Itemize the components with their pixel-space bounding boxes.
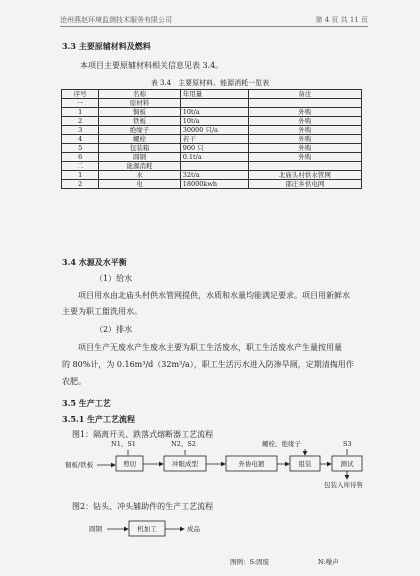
water-supply-line-2: 主要为职工盥洗用水。: [62, 307, 142, 316]
flow1-punch-emission-label: N2、S2: [171, 440, 196, 448]
cell-amount: 10t/a: [180, 108, 248, 117]
water-supply-line-1: 项目用水由北庙头村供水管网提供，水质和水量均能满足要求。项目用新鲜水: [78, 291, 350, 300]
header-company: 沧州燕赵环境监测技术服务有限公司: [60, 16, 172, 24]
cell-amount: 若干: [180, 135, 248, 144]
cell-no: 1: [62, 108, 99, 117]
cell-no: 二: [62, 162, 99, 171]
cell-no: 2: [62, 117, 99, 126]
legend-noise: N:噪声: [318, 558, 339, 566]
cell-no: 5: [62, 144, 99, 153]
drainage-line-1: 项目生产无废水产生废水主要为职工生活废水，职工生活废水产生量按用量: [78, 343, 342, 352]
figure-2-title: 图2：钻头、冲头辅助件的生产工艺流程: [72, 502, 214, 511]
col-header-name: 名称: [99, 90, 180, 99]
flow1-test-emission-label: S3: [343, 440, 352, 448]
table-caption: 表 3.4 主要原材料、能源消耗一览表: [150, 79, 270, 87]
cell-note: 外购: [248, 126, 361, 135]
section-3-3-intro: 本项目主要原辅材料相关信息见表 3.4。: [80, 61, 224, 70]
flow1-output-label: 包装入库待售: [324, 481, 363, 489]
water-supply-title: （1）给水: [95, 274, 133, 283]
cell-no: 3: [62, 126, 99, 135]
flow2-input-label: 圆钢: [89, 525, 102, 533]
flow1-box-plating-label: 外协电镀: [238, 460, 265, 468]
cell-name: 绝缘子: [99, 126, 180, 135]
flow1-box-test-label: 测试: [340, 460, 354, 468]
cell-name: 包装箱: [99, 144, 180, 153]
cell-note: 北庙头村供水管网: [248, 171, 361, 180]
drainage-line-2: 的 80%计，为 0.16m³/d（32m³/a），职工生活污水进入防渗旱厕，定期清掏用作: [62, 360, 354, 369]
cell-amount: 900 只: [180, 144, 248, 153]
flow1-box-assemble-label: 组装: [298, 460, 312, 468]
flow2-output-label: 成品: [187, 525, 200, 533]
cell-name: 原材料: [99, 99, 180, 108]
col-header-amount: 年用量: [180, 90, 248, 99]
col-header-no: 序号: [62, 90, 99, 99]
cell-note: 外购: [248, 135, 361, 144]
cell-name: 铁板: [99, 117, 180, 126]
flow1-parts-label: 螺栓、绝缘子: [262, 440, 301, 448]
section-3-4-title: 3.4 水源及水平衡: [62, 257, 127, 267]
drainage-title: （2）排水: [95, 325, 133, 334]
cell-name: 水: [99, 171, 180, 180]
cell-name: 铜板: [99, 108, 180, 117]
cell-note: 外购: [248, 153, 361, 162]
cell-name: 圆钢: [99, 153, 180, 162]
col-header-note: 备注: [248, 90, 361, 99]
header-page-number: 第 4 页 共 11 页: [315, 16, 368, 24]
cell-note: 外购: [248, 117, 361, 126]
section-3-5-1-title: 3.5.1 生产工艺流程: [62, 414, 136, 424]
flow1-input-label: 铜板/铁板: [65, 461, 94, 469]
flow1-cut-emission-label: N1、S1: [111, 440, 136, 448]
cell-name: 能源消耗: [99, 162, 180, 171]
drainage-line-3: 农肥。: [62, 377, 86, 386]
figure-1-title: 图1：隔离开关、跌落式熔断器工艺流程: [72, 430, 214, 439]
cell-amount: 0.1t/a: [180, 153, 248, 162]
cell-amount: 18000kwh: [180, 180, 248, 189]
flow2-box-machining-label: 机加工: [137, 525, 157, 533]
cell-no: 6: [62, 153, 99, 162]
cell-name: 螺栓: [99, 135, 180, 144]
cell-amount: 32t/a: [180, 171, 248, 180]
cell-amount: 10t/a: [180, 117, 248, 126]
cell-note: 外购: [248, 144, 361, 153]
cell-note: 邵庄乡供电网: [248, 180, 361, 189]
section-3-5-title: 3.5 生产工艺: [62, 398, 111, 408]
section-3-3-title: 3.3 主要原辅材料及燃料: [62, 41, 151, 51]
cell-no: 1: [62, 171, 99, 180]
cell-note: 外购: [248, 108, 361, 117]
cell-name: 电: [99, 180, 180, 189]
cell-no: 2: [62, 180, 99, 189]
legend-solid-waste: 图例：S:固废: [230, 558, 270, 566]
cell-amount: 30000 只/a: [180, 126, 248, 135]
cell-no: 一: [62, 99, 99, 108]
flow1-box-punch-label: 冲眼成型: [172, 460, 198, 468]
cell-no: 4: [62, 135, 99, 144]
flow1-box-cut-label: 剪切: [123, 460, 136, 468]
